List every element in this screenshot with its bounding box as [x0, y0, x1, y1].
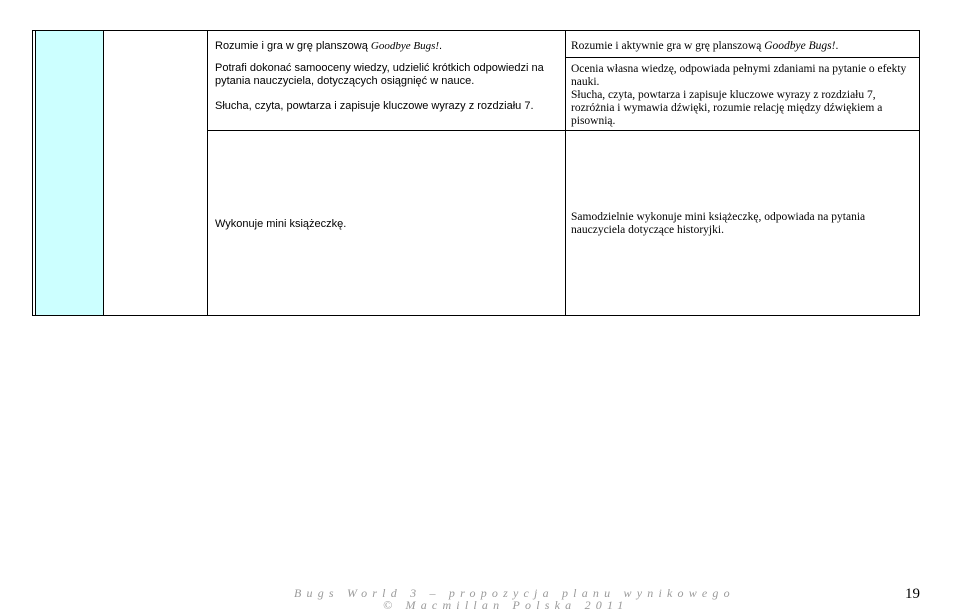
- cyan-column-right-border: [207, 31, 208, 315]
- page-number: 19: [905, 586, 920, 602]
- row1-right-line1-italic: Goodbye Bugs!: [764, 40, 836, 52]
- row1-left-line2: Potrafi dokonać samooceny wiedzy, udzielić krótkich odpowiedzi na pytania nauczyciela, dotyczących osiągnięć w nauce.: [215, 62, 544, 87]
- lesson-plan-table: [32, 30, 920, 316]
- column-divider: [565, 31, 566, 315]
- row1-right-line2: Ocenia własna wiedzę, odpowiada pełnymi zdaniami na pytanie o efekty nauki.: [571, 63, 907, 88]
- row2-right-text: Samodzielnie wykonuje mini książeczkę, odpowiada na pytania nauczyciela dotyczące historyjki.: [571, 211, 866, 236]
- row2-left-text: Wykonuje mini książeczkę.: [215, 218, 347, 230]
- row2-left-cell: [215, 218, 560, 231]
- row2-right-cell: [571, 211, 871, 237]
- row1-left-line1: [215, 40, 560, 53]
- row1-left-cell: [215, 40, 560, 113]
- footer-copyright: © Macmillan Polska 2011: [383, 598, 629, 612]
- row1-left-line3: Słucha, czyta, powtarza i zapisuje kluczowe wyrazy z rozdziału 7.: [215, 100, 534, 112]
- footer-title: Bugs World 3 – propozycja planu wynikowego: [294, 586, 735, 600]
- row-divider: [207, 130, 919, 131]
- row1-right-line3: Słucha, czyta, powtarza i zapisuje kluczowe wyrazy z rozdziału 7, rozróżnia i wymawia dźwięki, rozumie relację między dźwiękiem a pisownią.: [571, 89, 883, 127]
- row1-left-line1-prefix: Rozumie i gra w grę planszową: [215, 40, 371, 52]
- row1-right-cell: [571, 40, 916, 128]
- highlight-column: [35, 31, 104, 315]
- row1-right-line1: [571, 40, 916, 53]
- row1-left-line1-italic: Goodbye Bugs!: [370, 40, 440, 52]
- row1-right-line1-suffix: .: [835, 40, 839, 52]
- row1-right-line1-prefix: Rozumie i aktywnie gra w grę planszową: [571, 40, 765, 52]
- row1-left-line1-suffix: .: [439, 40, 443, 52]
